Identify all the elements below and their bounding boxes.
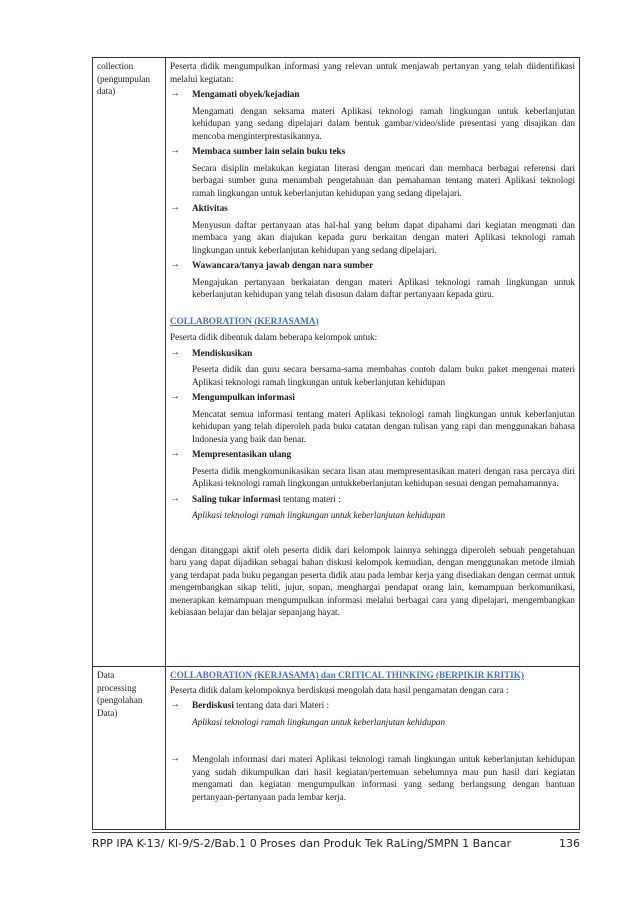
list-item — [170, 202, 575, 215]
item-title: Saling tukar informasi — [192, 493, 281, 504]
list-item — [170, 259, 575, 272]
closing-paragraph: dengan ditanggapi aktif oleh peserta didik dari kelompok lainnya sehingga diperoleh sebuah pengetahuan baru yang dapat dijadikan sebagai bahan diskusi kelompok kemudian, dengan menggunakan metode ilmiah yang terdapat pada buku pegangan peserta didik atau pada lembar kerja yang disediakan dengan cermat untuk mengembangkan sikap teliti, jujur, sopan, menghargai pendapat orang lain, kemampuan berkomunikasi, menerapkan kemampuan mengumpulkan informasi melalui berbagai cara yang dipelajari, mengembangkan kebiasaan belajar dan belajar sepanjang hayat. — [170, 544, 575, 617]
page-footer — [92, 832, 580, 850]
row-content — [166, 58, 580, 667]
row-label — [93, 667, 166, 830]
arrow-icon: → — [170, 202, 180, 213]
list-item — [170, 145, 575, 158]
intro-text: Peserta didik mengumpulkan informasi yang relevan untuk menjawab pertanyan yang telah diidentifikasi melalui kegiatan: — [170, 61, 575, 84]
footer-title: RPP IPA K-13/ Kl-9/S-2/Bab.1 0 Proses dan Produk Tek RaLing/SMPN 1 Bancar — [92, 837, 512, 850]
item-title: Mempresentasikan ulang — [192, 449, 292, 459]
arrow-icon: → — [170, 145, 180, 156]
arrow-icon: → — [170, 492, 180, 504]
item-title: Wawancara/tanya jawab dengan nara sumber — [192, 260, 374, 270]
item-title: Mendiskusikan — [192, 347, 253, 358]
list-item — [170, 391, 575, 404]
item-text: Aplikasi teknologi ramah lingkungan untuk keberlanjutan kehidupan — [192, 510, 446, 520]
item-text: Mencatat semua informasi tentang materi Aplikasi teknologi ramah lingkungan untuk keberlanjutan kehidupan yang telah diperoleh pada buku catatan dengan tulisan yang rapi dan menggunakan bahasa Indonesia yang baik dan benar. — [192, 408, 575, 444]
list-item — [170, 448, 575, 461]
item-title: Mengumpulkan informasi — [192, 392, 295, 402]
item-title: Aktivitas — [192, 203, 228, 213]
arrow-icon: → — [170, 88, 180, 99]
list-item — [170, 347, 575, 360]
list-item — [170, 88, 575, 101]
arrow-icon: → — [170, 753, 180, 764]
item-text: Mengamati dengan seksama materi Aplikasi teknologi ramah lingkungan untuk keberlanjutan kehidupan yang sedang dipelajari dalam bentuk gambar/video/slide presentasi yang disajikan dan mencoba menginterprestasikannya. — [192, 105, 575, 141]
arrow-icon: → — [170, 346, 180, 358]
item-text: Aplikasi teknologi ramah lingkungan untuk keberlanjutan kehidupan — [192, 716, 446, 727]
lesson-plan-table — [92, 57, 580, 830]
item-text: Menyusun daftar pertanyaan atas hal-hal yang belum dapat dipahami dari kegiatan mengmati dan membaca yang akan diajukan kepada guru berkaitan dengan materi Aplikasi teknologi ramah lingkungan untuk keberlanjutan kehidupan yang sedang dipelajari. — [192, 219, 575, 255]
stage-label: collection (pengumpulan data) — [97, 61, 151, 96]
list-item — [170, 753, 575, 803]
list-item — [170, 493, 575, 506]
arrow-icon: → — [170, 259, 180, 270]
collaboration-heading: COLLABORATION (KERJASAMA) dan CRITICAL THINKING (BERPIKIR KRITIK) — [170, 670, 524, 680]
table-row — [93, 58, 580, 667]
page-number: 136 — [559, 837, 580, 850]
collaboration-heading: COLLABORATION (KERJASAMA) — [170, 315, 319, 326]
item-text: Secara disiplin melakukan kegiatan literasi dengan mencari dan membaca berbagai referensi dari berbagai sumber guna menambah pengetahuan dan pemahaman tentang materi Aplikasi teknologi ramah lingkungan untuk keberlanjutan kehidupan yang sedang dipelajari. — [192, 162, 575, 198]
table-row — [93, 667, 580, 830]
item-text: Mengajukan pertanyaan berkaiatan dengan materi Aplikasi teknologi ramah lingkungan untuk keberlanjutan kehidupan yang telah disusun dalam daftar pertanyaan kepada guru. — [192, 276, 575, 299]
arrow-icon: → — [170, 699, 180, 710]
stage-label: Data processing (pengolahan Data) — [97, 670, 143, 718]
item-text: Peserta didik dan guru secara bersama-sama membahas contoh dalam buku paket mengenai materi Aplikasi teknologi ramah lingkungan untuk keberlanjutan kehidupan — [192, 364, 575, 387]
item-text: Mengolah informasi dari materi Aplikasi teknologi ramah lingkungan untuk keberlanjutan kehidupan yang sudah dikumpulkan dari hasil kegiatan/pertemuan sebelumnya mau pun hasil dari kegiatan mengamati dan kegiatan mengumpulkan informasi yang sedang berlangsung dengan bantuan pertanyaan-pertanyaan pada lembar kerja. — [192, 754, 575, 802]
item-text: Peserta didik mengkomunikasikan secara lisan atau mempresentasikan materi dengan rasa percaya diri Aplikasi teknologi ramah lingkungan untukkeberlanjutan kehidupan sesuai dengan pemahamannya. — [192, 465, 575, 488]
row-content — [166, 667, 580, 830]
item-suffix: tentang data dari Materi : — [233, 700, 330, 710]
item-title: Mengamati obyek/kejadian — [192, 89, 300, 99]
list-item — [170, 699, 575, 712]
arrow-icon: → — [170, 448, 180, 459]
item-title: Berdiskusi — [192, 700, 234, 710]
arrow-icon: → — [170, 391, 180, 402]
collab-intro: Peserta didik dibentuk dalam beberapa kelompok untuk: — [170, 332, 378, 342]
item-title: Membaca sumber lain selain buku teks — [192, 146, 346, 156]
row-label — [93, 58, 166, 667]
intro-text: Peserta didik dalam kelompoknya berdiskusi mengolah data hasil pengamatan dengan cara : — [170, 684, 509, 695]
item-suffix: tentang materi : — [280, 493, 341, 504]
